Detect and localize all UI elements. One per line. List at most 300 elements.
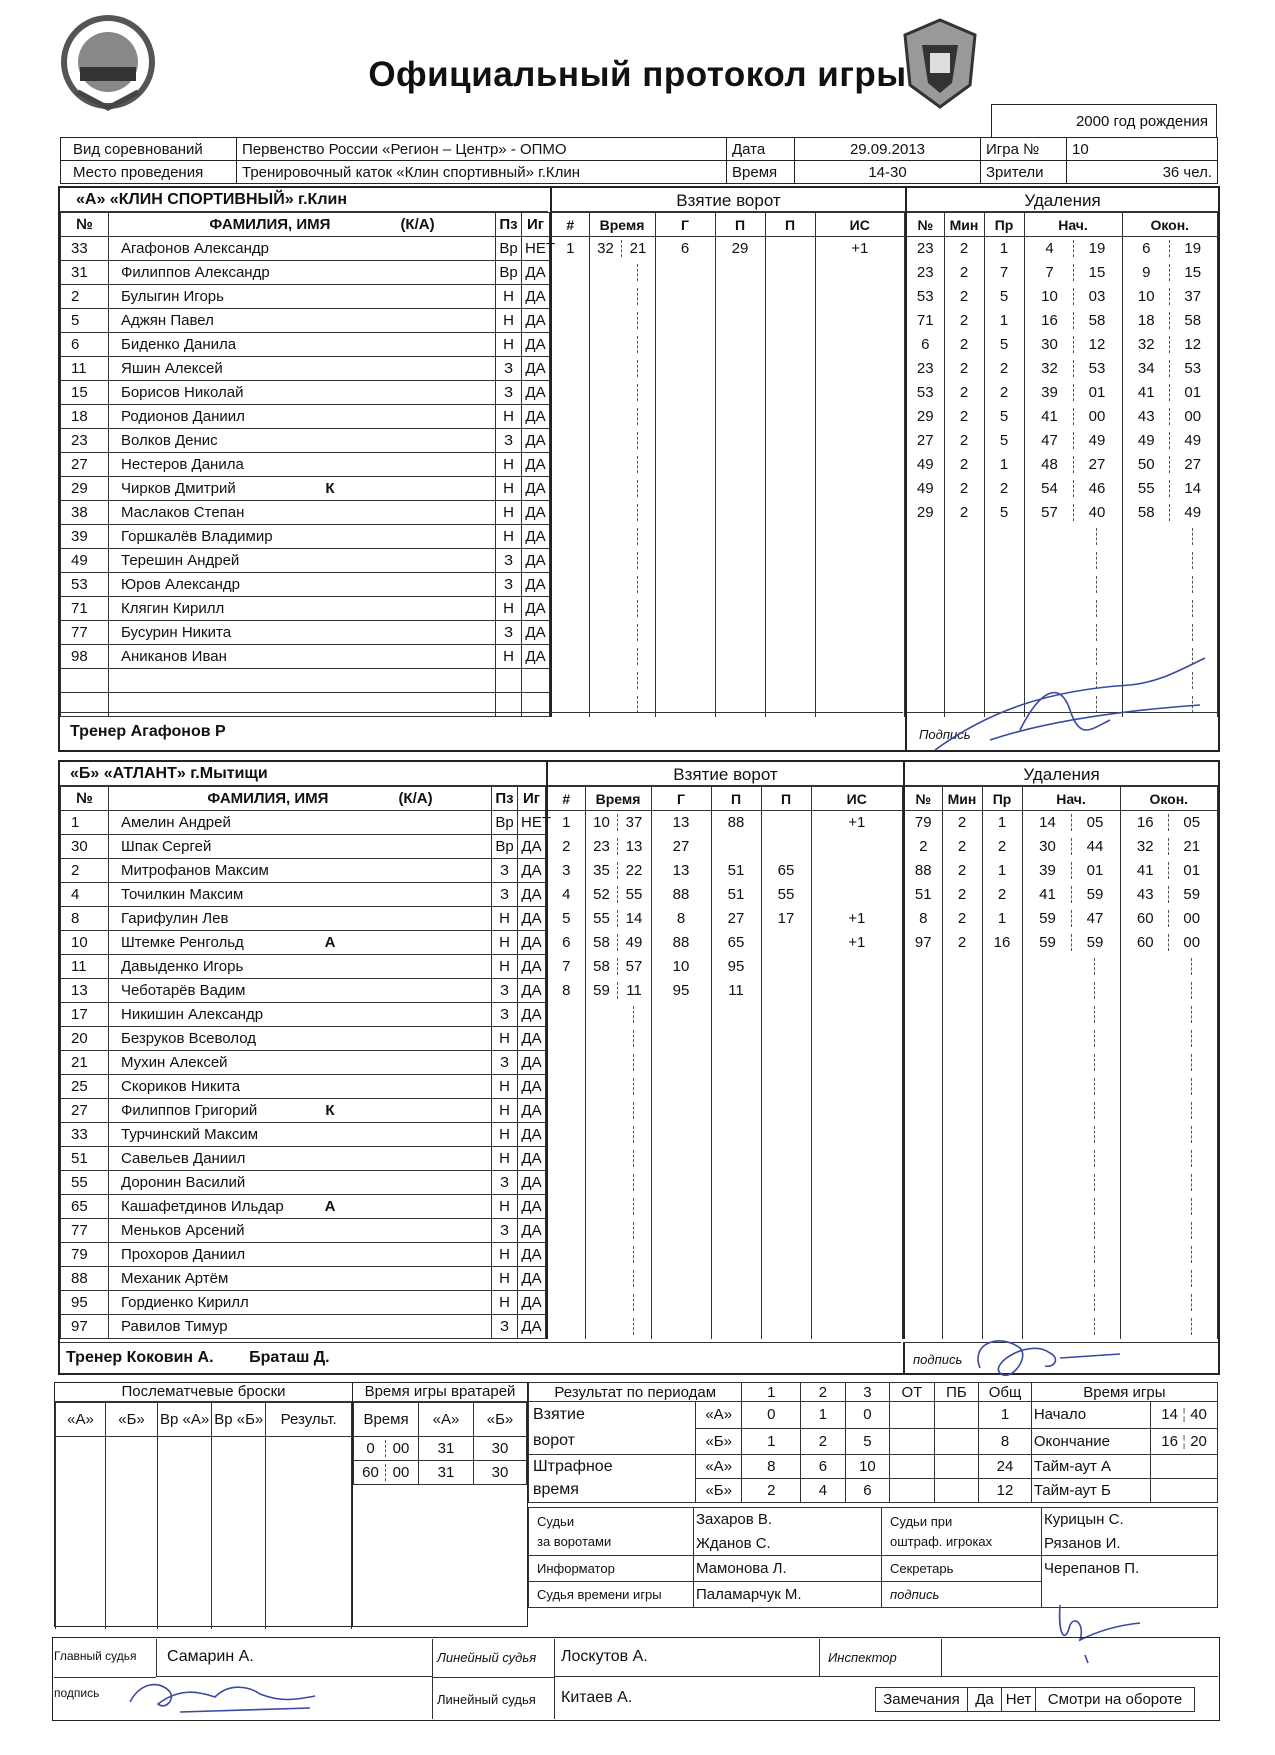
goal-row (547, 1243, 903, 1267)
penalty-row (904, 883, 1218, 907)
penalty-player (906, 621, 944, 645)
goal-number (547, 1099, 585, 1123)
shootout-cell (266, 1581, 352, 1605)
player-name: Мухин Алексей (109, 1051, 492, 1075)
goal-assist-2 (765, 333, 815, 357)
goals-a-p1: 0 (742, 1402, 801, 1429)
penalty-player (904, 1171, 942, 1195)
spectators: 36 чел. (1067, 161, 1218, 184)
penalty-minutes: 2 (944, 405, 984, 429)
player-name: Равилов Тимур (109, 1315, 492, 1339)
goals-a-total: 1 (979, 1402, 1032, 1429)
col-header-num: № (61, 787, 109, 811)
penalty-player: 49 (906, 477, 944, 501)
goal-row (547, 1171, 903, 1195)
penalty-reason (982, 1075, 1022, 1099)
player-number: 27 (61, 453, 109, 477)
goal-scorer (651, 1195, 711, 1219)
player-number: 27 (61, 1099, 109, 1123)
penalty-player: 23 (906, 237, 944, 261)
goal-assist-1 (715, 429, 765, 453)
goal-time (589, 261, 655, 285)
shootout-cell (56, 1533, 106, 1557)
penalty-start: 14 05 (1022, 811, 1120, 835)
player-name: Гордиенко Кирилл (109, 1291, 492, 1315)
goal-time: 23 13 (585, 835, 651, 859)
player-number: 13 (61, 979, 109, 1003)
penalty-player (904, 1123, 942, 1147)
goal-type (815, 429, 905, 453)
player-name: Доронин Василий (109, 1171, 492, 1195)
shootout-cell (212, 1509, 266, 1533)
player-row (61, 669, 550, 693)
penalty-player (904, 1075, 942, 1099)
goal-type (815, 597, 905, 621)
penalty-start (1022, 1027, 1120, 1051)
col-header-assist-1: П (711, 787, 761, 811)
team-a-penalties-title: Удаления (905, 188, 1218, 212)
penalty-row (904, 1123, 1218, 1147)
penalty-player: 6 (906, 333, 944, 357)
goal-assist-1 (711, 1315, 761, 1339)
penalty-row (904, 1171, 1218, 1195)
player-played: ДА (522, 333, 550, 357)
shootout-section: Послематчевые броски «А» «Б» Вр «А» Вр «Б» Результ. (54, 1382, 353, 1627)
player-played: ДА (522, 261, 550, 285)
goal-number: 8 (547, 979, 585, 1003)
player-number: 18 (61, 405, 109, 429)
penalty-start (1022, 1003, 1120, 1027)
shootout-cell (158, 1461, 212, 1485)
penalty-minutes: 2 (944, 501, 984, 525)
penalty-minutes (944, 621, 984, 645)
goal-type (815, 477, 905, 501)
goal-assist-1 (711, 1123, 761, 1147)
penalty-minutes: 2 (944, 285, 984, 309)
player-number: 98 (61, 645, 109, 669)
goal-scorer (651, 1171, 711, 1195)
penalty-reason: 2 (984, 477, 1024, 501)
player-played: ДА (518, 1243, 546, 1267)
player-position: З (496, 429, 522, 453)
goal-scorer: 13 (651, 811, 711, 835)
penalty-row (904, 1075, 1218, 1099)
player-name: Чеботарёв Вадим (109, 979, 492, 1003)
col-header-assist-2: П (761, 787, 811, 811)
goal-assist-2 (765, 597, 815, 621)
penalty-row (906, 405, 1218, 429)
goal-number (551, 357, 589, 381)
goal-scorer (655, 645, 715, 669)
player-row (61, 573, 550, 597)
player-played: ДА (518, 1195, 546, 1219)
goal-time (589, 669, 655, 693)
player-row (61, 931, 546, 955)
penalty-end: 41 01 (1120, 859, 1218, 883)
goal-assist-2 (761, 1147, 811, 1171)
penalty-reason (984, 573, 1024, 597)
penalty-start (1024, 525, 1122, 549)
goal-time (589, 621, 655, 645)
page-title: Официальный протокол игры (368, 55, 907, 94)
player-number: 38 (61, 501, 109, 525)
player-name (109, 669, 496, 693)
team-b-penalties (903, 786, 1218, 1339)
penalty-reason: 2 (984, 357, 1024, 381)
player-row (61, 1171, 546, 1195)
penalty-reason: 2 (984, 381, 1024, 405)
player-position: З (492, 1315, 518, 1339)
goal-scorer (655, 453, 715, 477)
player-number: 11 (61, 357, 109, 381)
goal-number (551, 597, 589, 621)
shootout-cell (158, 1509, 212, 1533)
penalty-reason (982, 1267, 1022, 1291)
goal-number (551, 405, 589, 429)
goal-time (585, 1315, 651, 1339)
goal-type (811, 1243, 903, 1267)
goal-type (811, 1003, 903, 1027)
penalty-end (1120, 979, 1218, 1003)
penalty-player: 8 (904, 907, 942, 931)
player-number: 23 (61, 429, 109, 453)
goal-type: +1 (811, 907, 903, 931)
goal-scorer (655, 597, 715, 621)
team-b-signature (960, 1328, 1130, 1388)
penalty-player: 88 (904, 859, 942, 883)
goal-assist-1: 27 (711, 907, 761, 931)
player-name: Точилкин Максим (109, 883, 492, 907)
penalty-minutes (942, 1003, 982, 1027)
penalty-start: 54 46 (1024, 477, 1122, 501)
date: 29.09.2013 (795, 138, 981, 161)
penalty-row (906, 549, 1218, 573)
player-played: ДА (518, 1027, 546, 1051)
player-position: Н (496, 285, 522, 309)
player-position: Н (492, 1075, 518, 1099)
penalty-start (1022, 955, 1120, 979)
goal-assist-2 (765, 309, 815, 333)
goal-scorer: 88 (651, 883, 711, 907)
secretary: Черепанов П. (1042, 1556, 1218, 1582)
goal-assist-2 (765, 501, 815, 525)
penalty-row (906, 477, 1218, 501)
player-position: Н (492, 1195, 518, 1219)
penalty-row (904, 1099, 1218, 1123)
penalty-end: 60 00 (1120, 931, 1218, 955)
linesman-1: Лоскутов А. (554, 1639, 819, 1677)
penalty-start: 39 01 (1022, 859, 1120, 883)
penalty-row (904, 1195, 1218, 1219)
player-row (61, 597, 550, 621)
penalty-start (1024, 573, 1122, 597)
goal-assist-2 (765, 549, 815, 573)
player-row (61, 357, 550, 381)
goal-row (551, 621, 905, 645)
shootout-cell (56, 1581, 106, 1605)
goal-number (551, 549, 589, 573)
goal-type (815, 453, 905, 477)
penalty-reason: 5 (984, 405, 1024, 429)
penalty-end (1122, 597, 1218, 621)
informer: Мамонова Л. (694, 1556, 882, 1582)
player-played: ДА (518, 1075, 546, 1099)
shootout-cell (266, 1461, 352, 1485)
goal-type (815, 501, 905, 525)
shootout-cell (158, 1437, 212, 1461)
player-name: Аниканов Иван (109, 645, 496, 669)
col-header-pos: Пз (492, 787, 518, 811)
goal-type (815, 645, 905, 669)
penalty-end (1120, 1195, 1218, 1219)
penalty-reason: 7 (984, 261, 1024, 285)
player-row (61, 525, 550, 549)
player-position: З (496, 549, 522, 573)
goal-assist-2: 65 (761, 859, 811, 883)
penalty-reason (982, 1123, 1022, 1147)
goal-row (547, 1219, 903, 1243)
goal-time (585, 1051, 651, 1075)
player-position: Н (496, 477, 522, 501)
goal-time (589, 405, 655, 429)
judges-table: Судьи за воротами Захаров В. Судьи при оштраф. игроках Курицын С. Жданов С. Рязанов И. Информатор Мамонова Л. Секретарь Черепанов П. Судья времени игры Паламарчук М. подпись (528, 1507, 1218, 1608)
shootout-cell (158, 1557, 212, 1581)
penalty-end (1120, 1003, 1218, 1027)
player-number: 77 (61, 621, 109, 645)
penalty-row (906, 237, 1218, 261)
goal-time (585, 1075, 651, 1099)
player-played: ДА (522, 453, 550, 477)
goal-type: +1 (815, 237, 905, 261)
goal-row (551, 525, 905, 549)
penalty-start: 59 59 (1022, 931, 1120, 955)
goal-time (589, 525, 655, 549)
goal-number: 5 (547, 907, 585, 931)
player-name: Чирков Дмитрий К (109, 477, 496, 501)
shootout-cell (212, 1557, 266, 1581)
player-number: 15 (61, 381, 109, 405)
penalty-reason: 2 (982, 883, 1022, 907)
goal-assist-1 (711, 1147, 761, 1171)
goal-time (589, 333, 655, 357)
col-header-pen-end: Окон. (1122, 213, 1218, 237)
shootout-cell (212, 1581, 266, 1605)
player-name: Родионов Даниил (109, 405, 496, 429)
goal-row (551, 477, 905, 501)
player-row (61, 883, 546, 907)
penalty-minutes (942, 1075, 982, 1099)
penalty-minutes (942, 1291, 982, 1315)
goal-row (547, 1051, 903, 1075)
penalty-reason: 2 (982, 835, 1022, 859)
player-name: Скориков Никита (109, 1075, 492, 1099)
player-number: 17 (61, 1003, 109, 1027)
player-name: Безруков Всеволод (109, 1027, 492, 1051)
remarks-yes: Да (968, 1688, 1002, 1712)
shootout-cell (212, 1485, 266, 1509)
goal-row (551, 237, 905, 261)
goal-time: 58 57 (585, 955, 651, 979)
penalty-row (904, 1291, 1218, 1315)
penalty-reason (982, 1099, 1022, 1123)
gk-time: 60 00 (354, 1461, 419, 1485)
player-number: 2 (61, 859, 109, 883)
start-time: 14 ¦ 40 (1151, 1402, 1218, 1429)
goal-assist-2 (761, 1027, 811, 1051)
player-position: З (496, 621, 522, 645)
penalty-start: 47 49 (1024, 429, 1122, 453)
penalty-player (906, 573, 944, 597)
player-row (61, 261, 550, 285)
player-played: ДА (522, 573, 550, 597)
goal-row (551, 549, 905, 573)
player-played: ДА (518, 955, 546, 979)
goal-assist-2 (761, 1291, 811, 1315)
shootout-cell (106, 1557, 158, 1581)
penalty-row (906, 261, 1218, 285)
penalty-minutes (944, 573, 984, 597)
goal-assist-2 (765, 237, 815, 261)
goal-assist-1 (715, 645, 765, 669)
goal-assist-2 (761, 955, 811, 979)
goal-assist-2 (765, 525, 815, 549)
penalty-end (1120, 1099, 1218, 1123)
player-position: Н (496, 453, 522, 477)
col-header-pen-start: Нач. (1024, 213, 1122, 237)
penalty-minutes: 2 (944, 429, 984, 453)
gk-col-b: «Б» (474, 1403, 527, 1437)
goal-assist-2 (761, 931, 811, 955)
penalty-start: 39 01 (1024, 381, 1122, 405)
goal-row (547, 1291, 903, 1315)
player-number: 95 (61, 1291, 109, 1315)
penalty-row (904, 811, 1218, 835)
player-row (61, 501, 550, 525)
penalty-start (1022, 1219, 1120, 1243)
goal-row (547, 1003, 903, 1027)
player-position: Н (496, 645, 522, 669)
col-header-pen-num: № (906, 213, 944, 237)
col-header-pen-min: Мин (942, 787, 982, 811)
player-number: 79 (61, 1243, 109, 1267)
player-number: 31 (61, 261, 109, 285)
player-name: Нестеров Данила (109, 453, 496, 477)
player-row (61, 1123, 546, 1147)
goal-type (811, 1075, 903, 1099)
penalty-minutes (942, 1243, 982, 1267)
player-played: ДА (518, 907, 546, 931)
penalty-minutes (942, 955, 982, 979)
penalty-minutes (944, 549, 984, 573)
goal-assist-2 (761, 1123, 811, 1147)
competition: Первенство России «Регион – Центр» - ОПМО (237, 138, 727, 161)
goal-time: 59 11 (585, 979, 651, 1003)
col-header-play: Иг (522, 213, 550, 237)
penalty-reason (984, 621, 1024, 645)
penalty-reason: 16 (982, 931, 1022, 955)
goal-scorer: 10 (651, 955, 711, 979)
player-position: Вр (492, 811, 518, 835)
penalty-minutes: 2 (944, 333, 984, 357)
player-position: Н (492, 1291, 518, 1315)
shootout-cell (106, 1437, 158, 1461)
goal-assist-2 (761, 1051, 811, 1075)
goal-number (547, 1123, 585, 1147)
goal-scorer (655, 525, 715, 549)
goal-type (811, 1051, 903, 1075)
team-b-title: «Б» «АТЛАНТ» г.Мытищи (60, 762, 546, 786)
penalty-reason (982, 979, 1022, 1003)
goal-number (547, 1291, 585, 1315)
goal-assist-2 (761, 1075, 811, 1099)
goal-scorer: 88 (651, 931, 711, 955)
goal-scorer (655, 381, 715, 405)
shootout-cell (266, 1605, 352, 1629)
penalty-player (904, 979, 942, 1003)
goal-row (547, 931, 903, 955)
goal-number (547, 1147, 585, 1171)
goal-assist-1 (715, 477, 765, 501)
shootout-cell (106, 1533, 158, 1557)
col-header-play: Иг (518, 787, 546, 811)
penalty-start (1022, 1171, 1120, 1195)
goal-scorer (651, 1243, 711, 1267)
goal-assist-1 (715, 285, 765, 309)
penalty-minutes: 2 (942, 835, 982, 859)
gk-col-a: «А» (419, 1403, 474, 1437)
player-name: Агафонов Александр (109, 237, 496, 261)
goal-scorer (651, 1315, 711, 1339)
player-row (61, 1267, 546, 1291)
captain-mark: К (325, 1102, 335, 1119)
penalty-row (904, 955, 1218, 979)
player-name: Волков Денис (109, 429, 496, 453)
penalty-row (906, 501, 1218, 525)
player-played: ДА (518, 1171, 546, 1195)
penalty-reason (982, 1003, 1022, 1027)
player-name: Никишин Александр (109, 1003, 492, 1027)
goal-time (589, 429, 655, 453)
goal-number (551, 285, 589, 309)
remarks-box: Замечания Да Нет Смотри на обороте (875, 1687, 1195, 1712)
player-number: 1 (61, 811, 109, 835)
goal-number (551, 429, 589, 453)
penalty-reason (984, 597, 1024, 621)
goal-row (547, 811, 903, 835)
col-header-name: ФАМИЛИЯ, ИМЯ (К/А) (109, 213, 496, 237)
player-name: Митрофанов Максим (109, 859, 492, 883)
shootout-cell (266, 1557, 352, 1581)
goal-number: 6 (547, 931, 585, 955)
goal-row (551, 645, 905, 669)
goal-scorer (655, 285, 715, 309)
goal-scorer (655, 309, 715, 333)
goal-assist-2 (761, 1099, 811, 1123)
penalty-player (904, 1099, 942, 1123)
goal-assist-2 (765, 357, 815, 381)
goal-scorer (651, 1219, 711, 1243)
player-played: ДА (518, 1219, 546, 1243)
player-position: З (492, 859, 518, 883)
player-played: ДА (518, 883, 546, 907)
goal-scorer (655, 501, 715, 525)
col-header-goal-type: ИС (815, 213, 905, 237)
penalty-minutes (942, 1195, 982, 1219)
player-played: ДА (522, 285, 550, 309)
goal-type (815, 573, 905, 597)
player-position: Н (492, 907, 518, 931)
col-header-pos: Пз (496, 213, 522, 237)
